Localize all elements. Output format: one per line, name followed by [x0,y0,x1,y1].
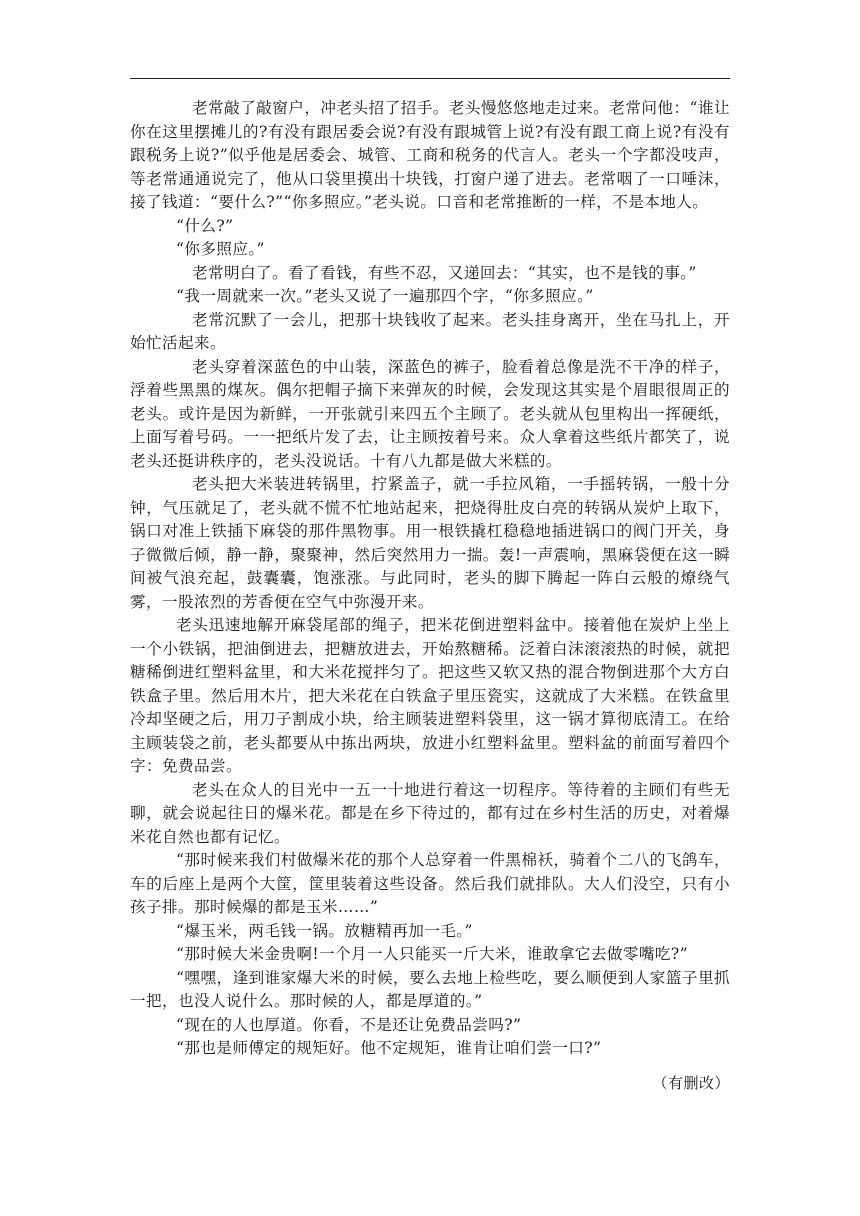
paragraph: 老头把大米装进转锅里，拧紧盖子，就一手拉风箱，一手摇转锅，一般十分钟，气压就足了，老头就不慌不忙地站起来，把烧得肚皮白亮的转锅从炭炉上取下，锅口对准上铁插下麻袋的那件黑物事。用一根铁撬杠稳稳地插进锅口的阀门开关，身子微微后倾，静一静，聚聚神，然后突然用力一揣。轰!一声震响，黑麻袋便在这一瞬间被气浪充起，鼓囊囊，饱涨涨。与此同时，老头的脚下腾起一阵白云般的燎绕气雾，一股浓烈的芳香便在空气中弥漫开来。 [130,475,730,611]
paragraph: “那也是师傅定的规矩好。他不定规矩，谁肯让咱们尝一口?” [176,1039,602,1057]
article-body [130,97,730,1061]
paragraph: “什么?” [176,216,234,235]
paragraph: 老常沉默了一会儿，把那十块钱收了起来。老头挂身离开，坐在马扎上，开始忙活起来。 [130,310,730,352]
paragraph: 老常敲了敲窗户，冲老头招了招手。老头慢悠悠地走过来。老常问他：“谁让你在这里摆摊儿的?有没有跟居委会说?有没有跟城管上说?有没有跟工商上说?有没有跟税务上说?”似乎他是居委会、城管、工商和税务的代言人。老头一个字都没吱声，等老常通通说完了，他从口袋里摸出十块钱，打窗户递了进去。老常咽了一口唾沫，接了钱道：“要什么?”“你多照应。”老头说。口音和老常推断的一样，不是本地人。 [130,99,730,211]
paragraph: “嘿嘿，逢到谁家爆大米的时候，要么去地上检些吃，要么顺便到人家篮子里抓一把，也没人说什么。那时候的人，都是厚道的。” [130,968,730,1010]
paragraph: “你多照应。” [176,240,265,258]
paragraph: “那时候大米金贵啊!一个月一人只能买一斤大米，谁敢拿它去做零嘴吃?” [176,945,688,963]
paragraph: 老常明白了。看了看钱，有些不忍，又递回去：“其实，也不是钱的事。” [192,263,697,282]
paragraph: “那时候来我们村做爆米花的那个人总穿着一件黑棉袄，骑着个二八的飞鸽车，车的后座上是两个大筐，筐里装着这些设备。然后我们就排队。大人们没空，只有小孩子排。那时候爆的都是玉米……” [130,851,730,916]
paragraph: “我一周就来一次。”老头又说了一遍那四个字，“你多照应。” [176,287,594,305]
header-rule [130,78,730,79]
source-note: （有删改） [652,1074,730,1092]
paragraph: 老头穿着深蓝色的中山装，深蓝色的裤子，脸看着总像是洗不干净的样子，浮着些黑黑的煤灰。偶尔把帽子摘下来弹灰的时候，会发现这其实是个眉眼很周正的老头。或许是因为新鲜，一开张就引来四五个主顾了。老头就从包里构出一挥硬纸，上面写着号码。一一把纸片发了去，让主顾按着号来。众人拿着这些纸片都笑了，说老头还挺讲秩序的，老头没说话。十有八九都是做大米糕的。 [130,357,730,470]
paragraph: “爆玉米，两毛钱一锅。放糖精再加一毛。” [176,921,473,940]
paragraph: 老头在众人的目光中一五一十地进行着这一切程序。等待着的主顾们有些无聊，就会说起往日的爆米花。都是在乡下待过的，都有过在乡村生活的历史，对着爆米花自然也都有记忆。 [130,780,730,846]
paragraph: “现在的人也厚道。你看，不是还让免费品尝吗?” [176,1015,522,1034]
paragraph: 老头迅速地解开麻袋尾部的绳子，把米花倒进塑料盆中。接着他在炭炉上坐上一个小铁锅，把油倒进去，把糖放进去，开始熬糖稀。泛着白沫滚滚热的时候，就把糖稀倒进红塑料盆里，和大米花搅拌匀了。把这些又软又热的混合物倒进那个大方白铁盒子里。然后用木片，把大米花在白铁盒子里压瓷实，这就成了大米糕。在铁盒里冷却坚硬之后，用刀子割成小块，给主顾装进塑料袋里，这一锅才算彻底清工。在给主顾装袋之前，老头都要从中拣出两块，放进小红塑料盆里。塑料盆的前面写着四个字：免费品尝。 [130,616,730,775]
